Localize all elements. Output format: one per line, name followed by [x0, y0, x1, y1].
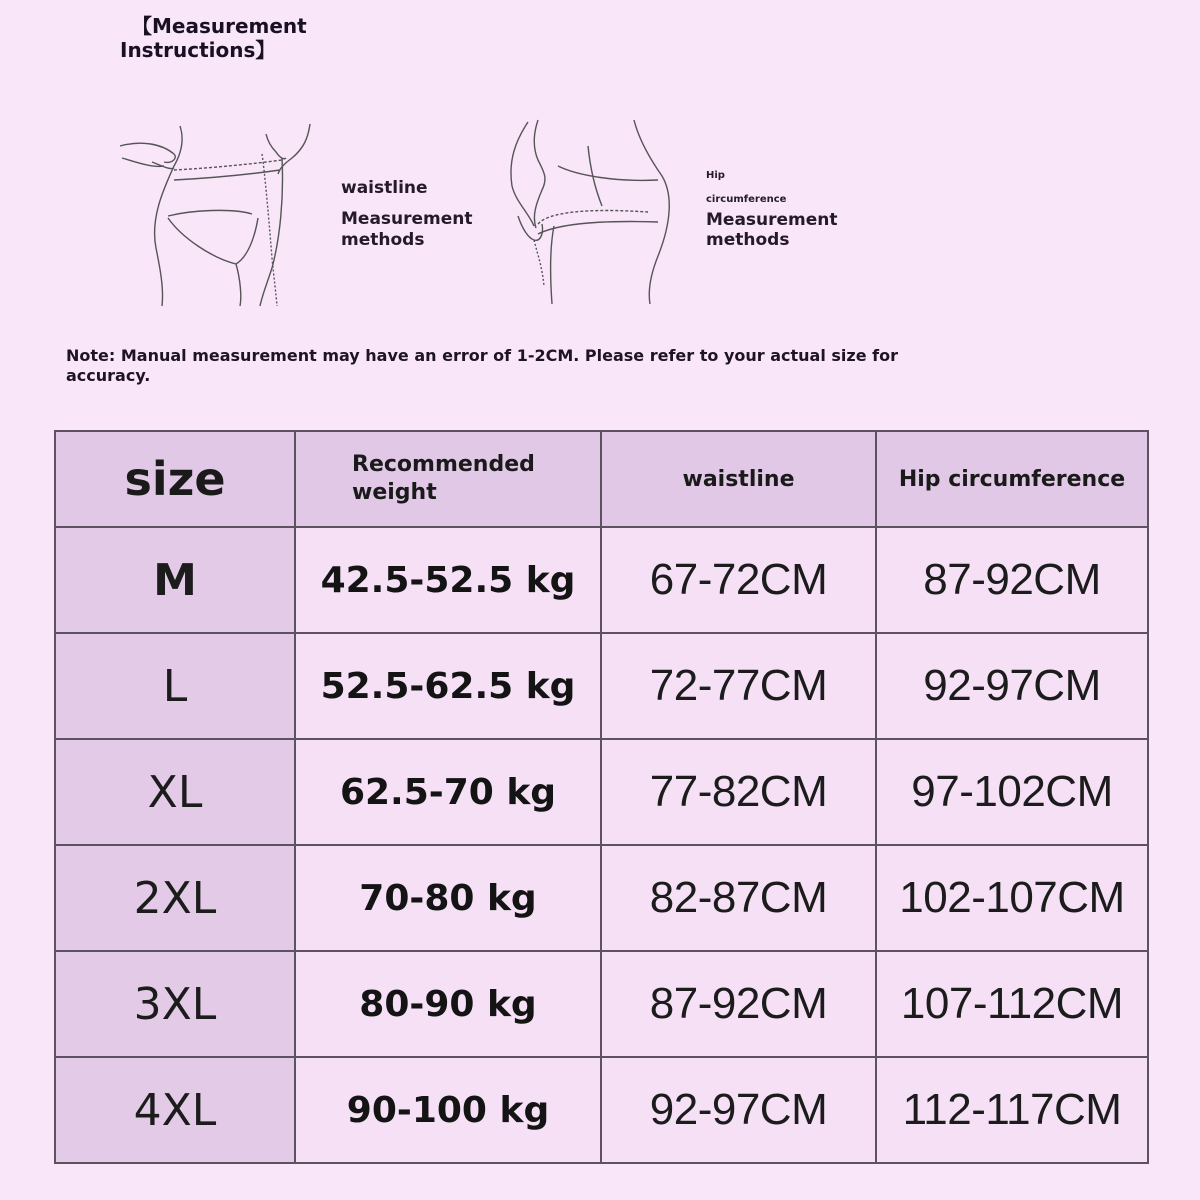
- size-cell: 4XL: [55, 1057, 295, 1163]
- hip-cell: 112-117CM: [876, 1057, 1148, 1163]
- table-row: [55, 527, 1148, 633]
- waist-cell: 77-82CM: [601, 739, 876, 845]
- table-row: [55, 951, 1148, 1057]
- measurement-note: Note: Manual measurement may have an error of 1-2CM. Please refer to your actual size for accuracy.: [66, 346, 898, 385]
- waist-cell: 82-87CM: [601, 845, 876, 951]
- table-row: [55, 1057, 1148, 1163]
- header-weight-line-2: weight: [352, 480, 437, 505]
- waist-method-line-1: Measurement: [341, 209, 473, 229]
- size-cell: 3XL: [55, 951, 295, 1057]
- hip-cell: 92-97CM: [876, 633, 1148, 739]
- hip-measurement-illustration-icon: [498, 116, 688, 306]
- header-weight-line-1: Recommended: [352, 452, 535, 477]
- hip-method-line-1: Measurement: [706, 210, 838, 230]
- hip-label-line-2: circumference: [706, 194, 787, 205]
- hip-cell: 87-92CM: [876, 527, 1148, 633]
- header-waistline: waistline: [601, 431, 876, 527]
- table-row: [55, 633, 1148, 739]
- table-row: [55, 845, 1148, 951]
- waist-measurement-illustration-icon: [112, 118, 322, 308]
- waist-labels: [341, 178, 473, 251]
- waist-cell: 72-77CM: [601, 633, 876, 739]
- waist-cell: 92-97CM: [601, 1057, 876, 1163]
- weight-cell: 62.5-70 kg: [295, 739, 601, 845]
- title-line-1: 【Measurement: [132, 14, 307, 38]
- hip-cell: 102-107CM: [876, 845, 1148, 951]
- waist-cell: 67-72CM: [601, 527, 876, 633]
- size-chart-table: [54, 430, 1149, 1164]
- weight-cell: 70-80 kg: [295, 845, 601, 951]
- waist-method-line-2: methods: [341, 230, 425, 250]
- page-title: [120, 14, 307, 62]
- hip-labels: [706, 170, 838, 250]
- size-cell: 2XL: [55, 845, 295, 951]
- hip-cell: 107-112CM: [876, 951, 1148, 1057]
- header-hip-circumference: Hip circumference: [876, 431, 1148, 527]
- header-recommended-weight: [295, 431, 601, 527]
- table-header-row: [55, 431, 1148, 527]
- weight-cell: 52.5-62.5 kg: [295, 633, 601, 739]
- table-row: [55, 739, 1148, 845]
- hip-label-line-1: Hip: [706, 170, 725, 181]
- hip-method-line-2: methods: [706, 230, 790, 250]
- waist-cell: 87-92CM: [601, 951, 876, 1057]
- size-cell: M: [55, 527, 295, 633]
- size-cell: XL: [55, 739, 295, 845]
- hip-cell: 97-102CM: [876, 739, 1148, 845]
- size-cell: L: [55, 633, 295, 739]
- title-line-2: Instructions】: [120, 38, 276, 62]
- header-size: size: [55, 431, 295, 527]
- weight-cell: 90-100 kg: [295, 1057, 601, 1163]
- weight-cell: 80-90 kg: [295, 951, 601, 1057]
- weight-cell: 42.5-52.5 kg: [295, 527, 601, 633]
- waist-label: waistline: [341, 178, 428, 198]
